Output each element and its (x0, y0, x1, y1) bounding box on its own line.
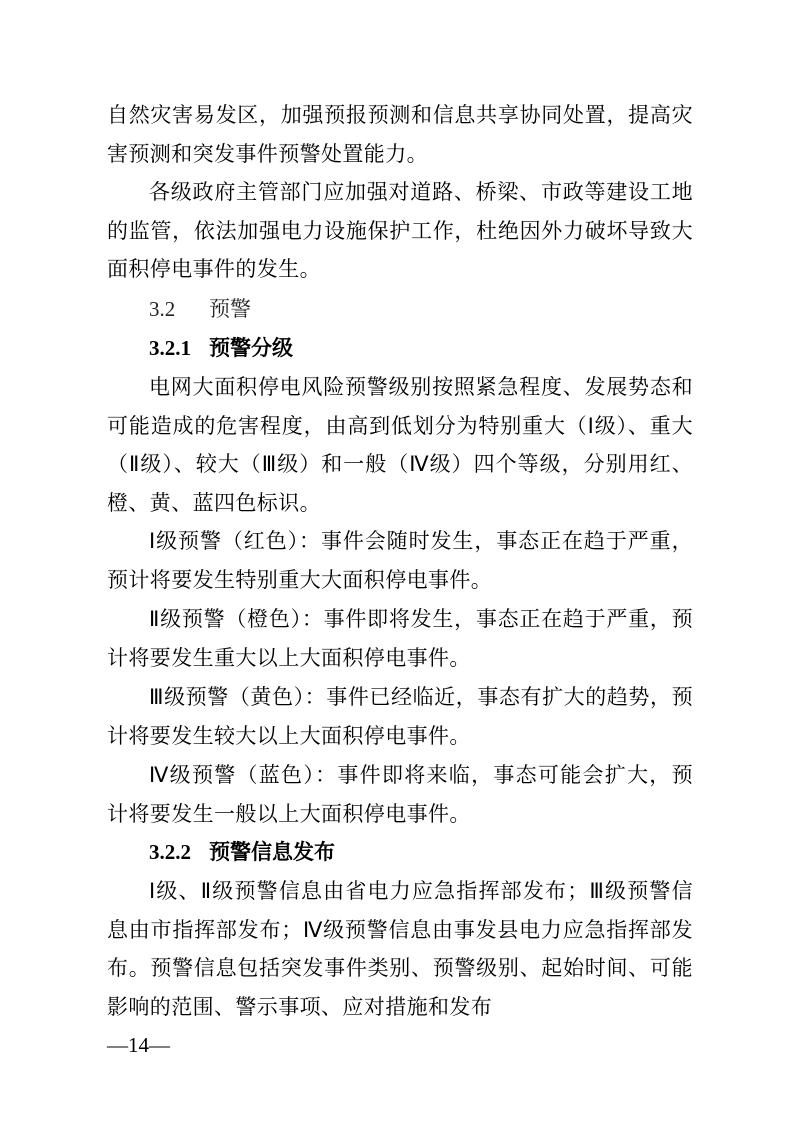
paragraph-construction-supervision: 各级政府主管部门应加强对道路、桥梁、市政等建设工地的监管，依法加强电力设施保护工作，杜绝因外力破坏导致大面积停电事件的发生。 (107, 180, 693, 281)
paragraph-level-3-yellow: Ⅲ级预警（黄色）：事件已经临近，事态有扩大的趋势，预计将要发生较大以上大面积停电事件。 (107, 685, 693, 748)
section-heading-3-2 (149, 290, 251, 329)
section-title: 预警 (209, 297, 251, 321)
section-heading-3-2-2 (149, 833, 335, 872)
section-number: 3.2.1 (149, 336, 191, 360)
section-number: 3.2 (149, 297, 176, 321)
paragraph-warning-levels: 电网大面积停电风险预警级别按照紧急程度、发展势态和可能造成的危害程度，由高到低划分为特别重大（Ⅰ级）、重大（Ⅱ级）、较大（Ⅲ级）和一般（Ⅳ级）四个等级，分别用红、橙、黄、蓝四色标识。 (107, 375, 693, 515)
paragraph-warning-release: Ⅰ级、Ⅱ级预警信息由省电力应急指挥部发布；Ⅲ级预警信息由市指挥部发布；Ⅳ级预警信息由事发县电力应急指挥部发布。预警信息包括突发事件类别、预警级别、起始时间、可能影响的范围、警示事项、应对措施和发布 (107, 879, 693, 1019)
section-title: 预警信息发布 (209, 840, 335, 864)
section-number: 3.2.2 (149, 840, 191, 864)
section-heading-3-2-1 (149, 329, 293, 368)
page-number: —14— (107, 1033, 170, 1057)
paragraph-level-2-orange: Ⅱ级预警（橙色）：事件即将发生，事态正在趋于严重，预计将要发生重大以上大面积停电事件。 (107, 607, 693, 670)
section-title: 预警分级 (209, 336, 293, 360)
paragraph-level-1-red: Ⅰ级预警（红色）：事件会随时发生，事态正在趋于严重，预计将要发生特别重大大面积停电事件。 (107, 529, 693, 592)
paragraph-level-4-blue: Ⅳ级预警（蓝色）：事件即将来临，事态可能会扩大，预计将要发生一般以上大面积停电事件。 (107, 763, 693, 826)
paragraph-disaster-prediction: 自然灾害易发区，加强预报预测和信息共享协同处置，提高灾害预测和突发事件预警处置能力。 (107, 103, 693, 166)
